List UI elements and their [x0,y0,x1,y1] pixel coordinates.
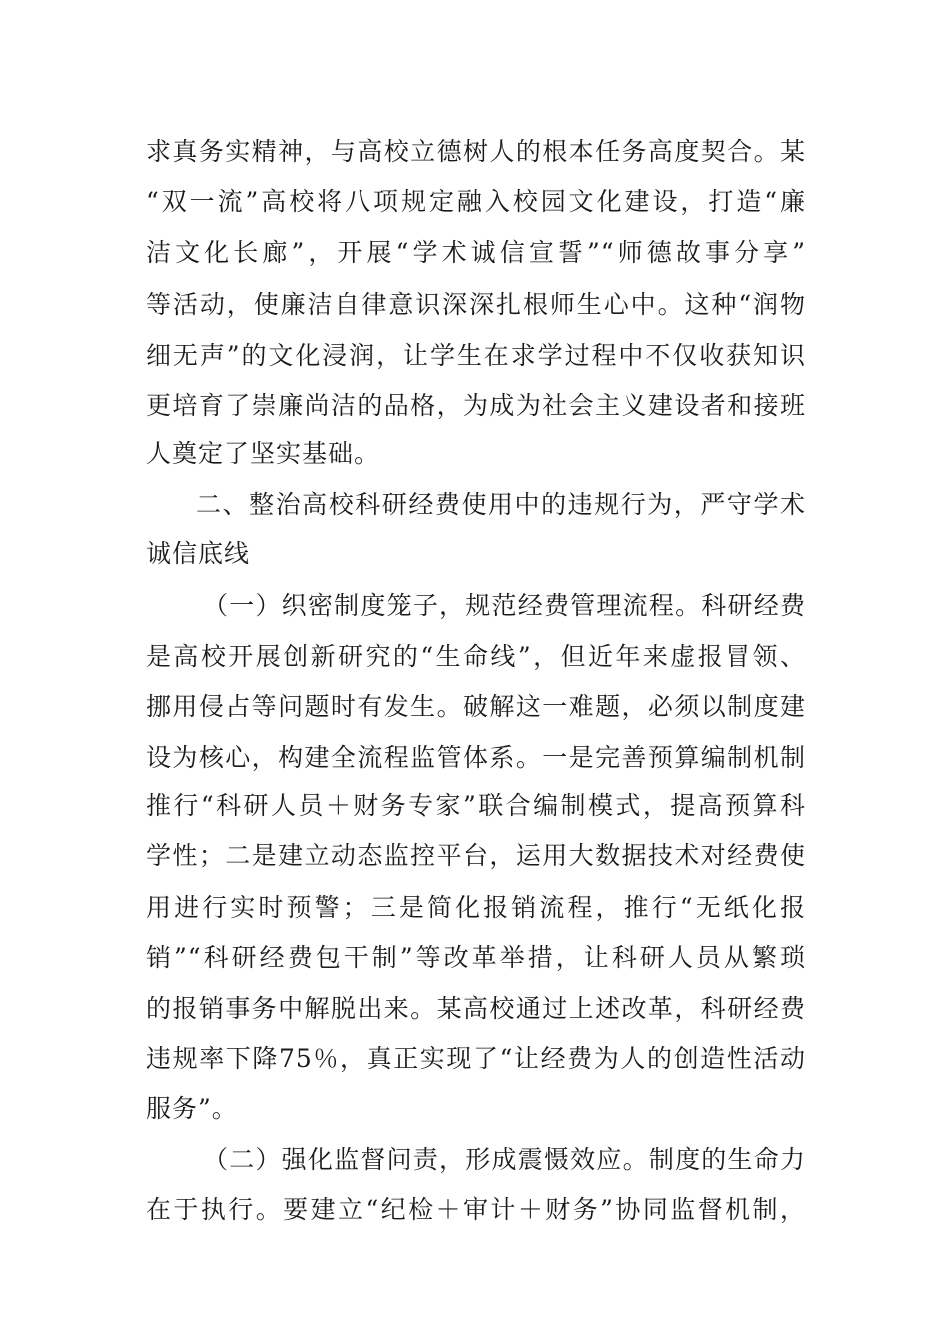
subsection-line: （一）织密制度笼子，规范经费管理流程。科研经费 [203,591,806,620]
text-line: 等活动，使廉洁自律意识深深扎根师生心中。这种“润物 [146,290,806,319]
text-line: 更培育了崇廉尚洁的品格，为成为社会主义建设者和接班 [146,391,806,420]
subsection-line: （二）强化监督问责，形成震慑效应。制度的生命力 [203,1145,806,1174]
text-line: “双一流”高校将八项规定融入校园文化建设，打造“廉 [146,187,806,216]
text-line: 挪用侵占等问题时有发生。破解这一难题，必须以制度建 [146,692,806,721]
text-line: 销”“科研经费包干制”等改革举措，让科研人员从繁琐 [146,943,806,972]
text-line: 求真务实精神，与高校立德树人的根本任务高度契合。某 [146,137,806,166]
text-line: 违规率下降75％，真正实现了“让经费为人的创造性活动 [146,1044,806,1073]
text-line: 设为核心，构建全流程监管体系。一是完善预算编制机制 [146,743,806,772]
text-line: 服务”。 [146,1094,238,1123]
text-line: 人奠定了坚实基础。 [146,439,381,468]
text-line: 细无声”的文化浸润，让学生在求学过程中不仅收获知识 [146,341,806,370]
text-line: 学性；二是建立动态监控平台，运用大数据技术对经费使 [146,841,806,870]
section-heading-line: 二、整治高校科研经费使用中的违规行为，严守学术 [196,490,806,519]
text-line: 用进行实时预警；三是简化报销流程，推行“无纸化报 [146,893,806,922]
text-line: 推行“科研人员＋财务专家”联合编制模式，提高预算科 [146,791,806,820]
text-line: 在于执行。要建立“纪检＋审计＋财务”协同监督机制， [146,1195,806,1224]
text-line: 的报销事务中解脱出来。某高校通过上述改革，科研经费 [146,994,806,1023]
text-line: 是高校开展创新研究的“生命线”，但近年来虚报冒领、 [146,642,806,671]
text-line: 洁文化长廊”，开展“学术诚信宣誓”“师德故事分享” [146,238,806,267]
section-heading-line: 诚信底线 [146,539,251,568]
